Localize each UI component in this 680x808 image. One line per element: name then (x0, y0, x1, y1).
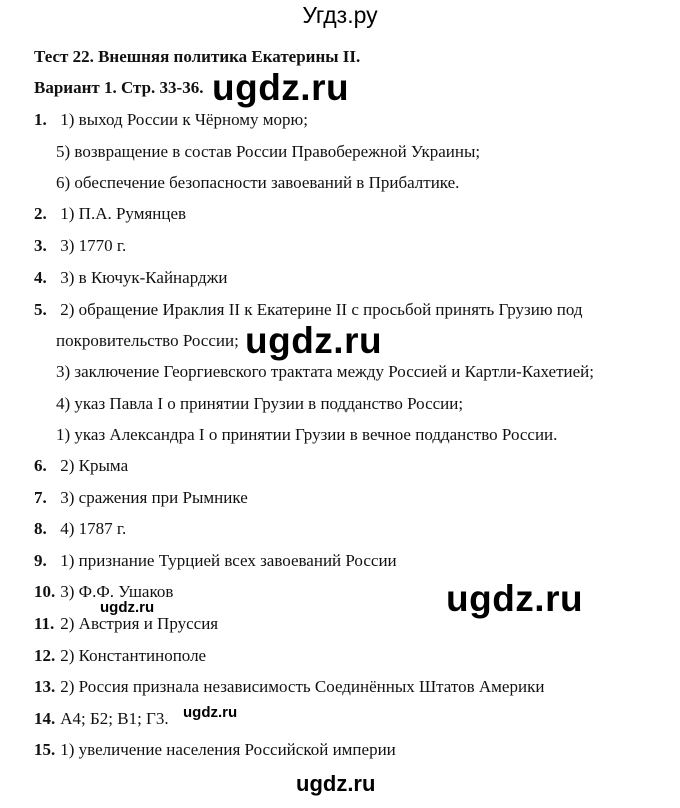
answer-item (34, 110, 308, 130)
watermark: ugdz.ru (446, 578, 584, 619)
answer-text: 3) сражения при Рымнике (60, 488, 248, 507)
answer-number: 3. (34, 236, 47, 255)
answer-item (34, 677, 544, 697)
answer-number: 7. (34, 488, 47, 507)
answer-text: покровительство России; (56, 331, 239, 350)
answer-item (34, 709, 169, 729)
answer-number: 15. (34, 740, 56, 759)
answer-item (34, 646, 206, 666)
answer-text: 1) выход России к Чёрному морю; (60, 110, 308, 129)
site-title: Угдз.ру (302, 2, 378, 28)
watermark: ugdz.ru (296, 771, 376, 796)
answer-text: 1) признание Турцией всех завоеваний России (60, 551, 397, 570)
watermark: ugdz.ru (212, 67, 350, 108)
answer-number: 9. (34, 551, 47, 570)
answer-item (34, 300, 583, 320)
answer-number: 12. (34, 646, 56, 665)
answer-item (34, 740, 396, 760)
answer-text: 2) Константинополе (60, 646, 207, 665)
watermark: ugdz.ru (100, 599, 155, 616)
answer-number: 10. (34, 582, 56, 601)
answer-text: 4) указ Павла I о принятии Грузии в подданство России; (56, 394, 464, 413)
answer-item (34, 519, 126, 539)
answer-text: 5) возвращение в состав России Правобережной Украины; (56, 142, 481, 161)
answer-number: 6. (34, 456, 47, 475)
answer-text: 3) заключение Георгиевского трактата между Россией и Картли-Кахетией; (56, 362, 594, 381)
answer-text: 3) в Кючук-Кайнарджи (60, 268, 228, 287)
answer-number: 11. (34, 614, 55, 633)
answer-text: 4) 1787 г. (60, 519, 127, 538)
answer-number: 8. (34, 519, 47, 538)
watermark: ugdz.ru (245, 320, 383, 361)
answer-text: 2) Россия признала независимость Соединённых Штатов Америки (60, 677, 545, 696)
answer-item (34, 204, 186, 224)
answer-text: 1) П.А. Румянцев (60, 204, 187, 223)
answer-item (34, 551, 397, 571)
answer-text: 3) Ф.Ф. Ушаков (60, 582, 174, 601)
answer-number: 13. (34, 677, 56, 696)
answer-text: 1) увеличение населения Российской империи (60, 740, 396, 759)
answer-text: 3) 1770 г. (60, 236, 127, 255)
answer-number: 14. (34, 709, 56, 728)
variant-label: Вариант 1. Стр. 33-36. (34, 78, 204, 97)
test-title: Тест 22. Внешняя политика Екатерины II. (34, 47, 361, 66)
answer-text: 1) указ Александра I о принятии Грузии в вечное подданство России. (56, 425, 558, 444)
answer-number: 1. (34, 110, 47, 129)
answer-item (34, 614, 218, 634)
answer-number: 2. (34, 204, 47, 223)
answer-text: 6) обеспечение безопасности завоеваний в Прибалтике. (56, 173, 460, 192)
answer-text: 2) Крыма (60, 456, 129, 475)
answer-number: 5. (34, 300, 47, 319)
watermark: ugdz.ru (183, 704, 238, 721)
answer-item (34, 236, 126, 256)
answer-item (34, 488, 248, 508)
answer-text: 2) обращение Ираклия II к Екатерине II с просьбой принять Грузию под (60, 300, 583, 319)
answer-number: 4. (34, 268, 47, 287)
answer-text: А4; Б2; В1; Г3. (60, 709, 169, 728)
answer-item (34, 456, 128, 476)
answer-item (34, 268, 227, 288)
answer-text: 2) Австрия и Пруссия (60, 614, 219, 633)
